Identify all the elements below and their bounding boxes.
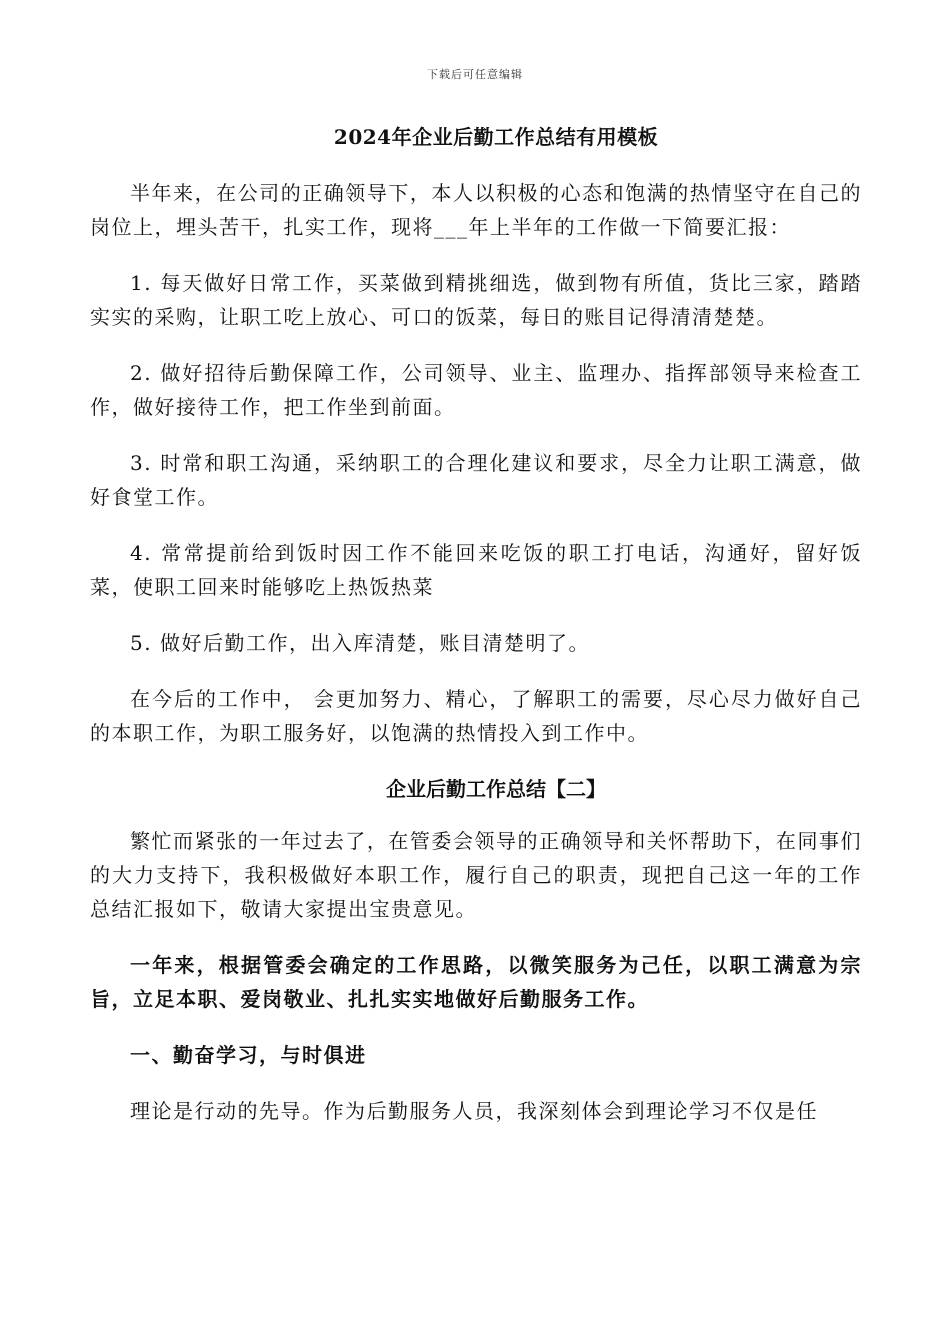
section-heading: 一、勤奋学习，与时俱进 <box>130 1043 367 1067</box>
document-title: 2024年企业后勤工作总结有用模板 <box>333 125 659 149</box>
paragraph-section2-last: 理论是行动的先导。作为后勤服务人员，我深刻体会到理论学习不仅是任 <box>130 1099 818 1123</box>
paragraph-section2-intro: 繁忙而紧张的一年过去了，在管委会领导的正确领导和关怀帮助下，在同事们的大力支持下，我积极做好本职工作，履行自己的职责，现把自己这一年的工作总结汇报如下，敬请大家提出宝贵意见。 <box>90 829 862 921</box>
paragraph-intro: 半年来，在公司的正确领导下，本人以积极的心态和饱满的热情坚守在自己的岗位上，埋头苦干，扎实工作，现将___年上半年的工作做一下简要汇报： <box>90 181 862 239</box>
paragraph-closing: 在今后的工作中， 会更加努力、精心，了解职工的需要，尽心尽力做好自己的本职工作，为职工服务好，以饱满的热情投入到工作中。 <box>90 687 862 745</box>
paragraph-item-4: 4. 常常提前给到饭时因工作不能回来吃饭的职工打电话，沟通好，留好饭菜，使职工回来时能够吃上热饭热菜 <box>90 541 862 599</box>
section-title: 企业后勤工作总结【二】 <box>386 777 606 801</box>
paragraph-item-3: 3. 时常和职工沟通，采纳职工的合理化建议和要求，尽全力让职工满意，做好食堂工作。 <box>90 451 862 509</box>
header-note: 下载后可任意编辑 <box>427 68 523 81</box>
paragraph-section2-bold: 一年来，根据管委会确定的工作思路，以微笑服务为己任，以职工满意为宗旨，立足本职、爱岗敬业、扎扎实实地做好后勤服务工作。 <box>90 953 862 1011</box>
paragraph-item-5: 5. 做好后勤工作，出入库清楚，账目清楚明了。 <box>130 631 590 655</box>
paragraph-item-2: 2. 做好招待后勤保障工作，公司领导、业主、监理办、指挥部领导来检查工作，做好接待工作，把工作坐到前面。 <box>90 361 862 419</box>
paragraph-item-1: 1. 每天做好日常工作，买菜做到精挑细选，做到物有所值，货比三家，踏踏实实的采购，让职工吃上放心、可口的饭菜，每日的账目记得清清楚楚。 <box>90 271 862 329</box>
document-body <box>90 120 862 1150</box>
